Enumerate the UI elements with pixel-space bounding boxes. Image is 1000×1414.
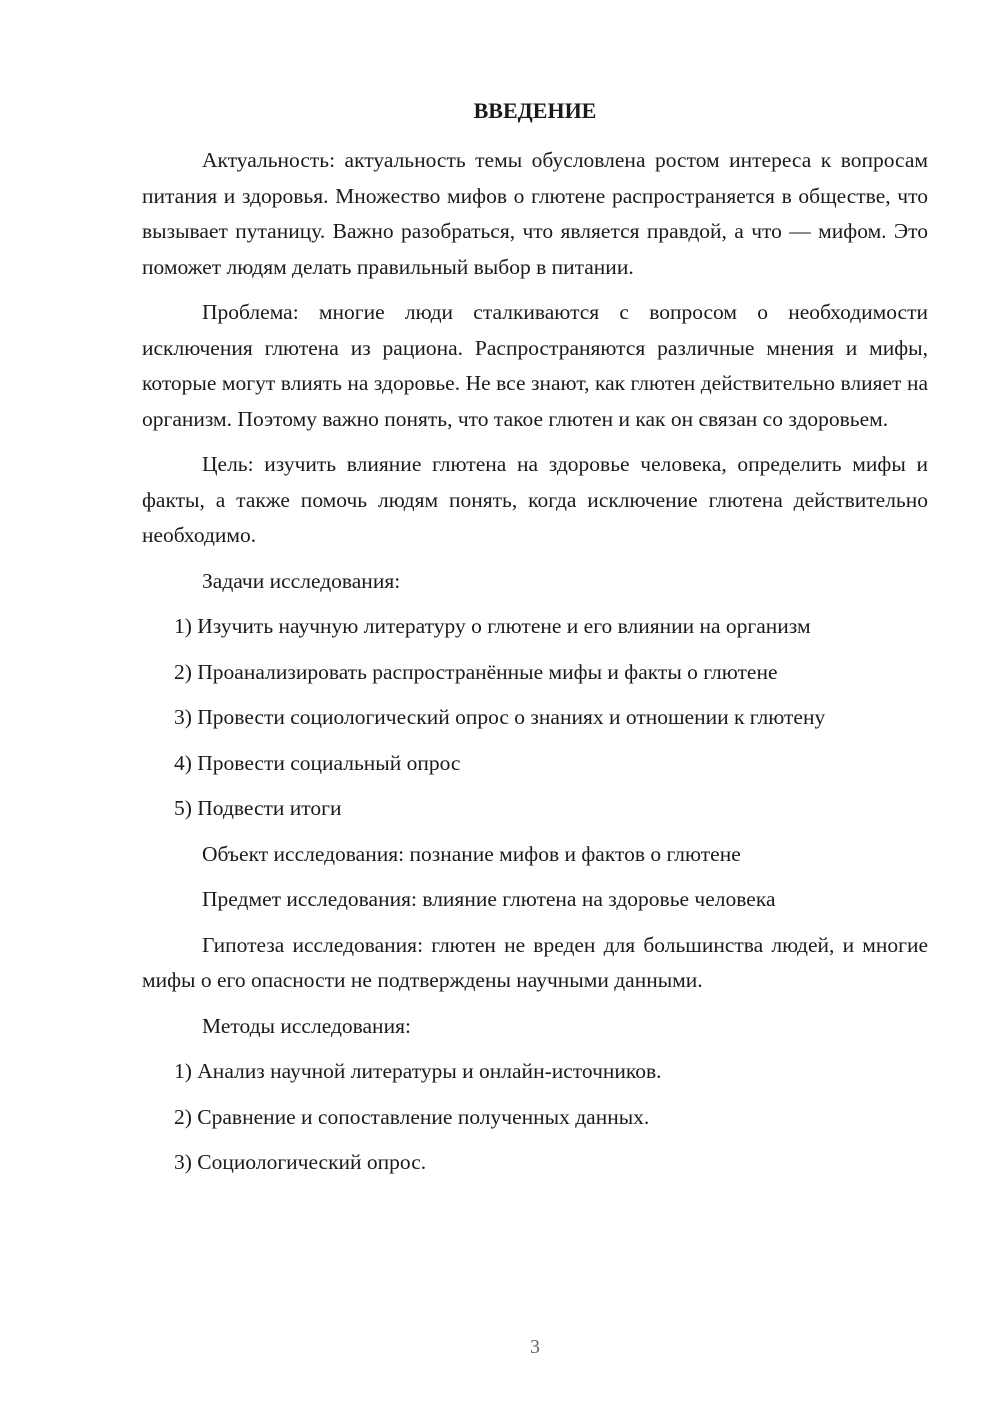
paragraph-relevance: Актуальность: актуальность темы обусловлена ростом интереса к вопросам питания и здоровья. Множество мифов о глютене распространяется в обществе, что вызывает путаницу. Важно разобраться, что является правдой, а что — мифом. Это поможет людям делать правильный выбор в питании.: [142, 148, 928, 279]
method-item: 3) Социологический опрос.: [174, 1150, 427, 1174]
section-body: [142, 143, 928, 1191]
paragraph-problem: Проблема: многие люди сталкиваются с вопросом о необходимости исключения глютена из рациона. Распространяются различные мнения и мифы, которые могут влиять на здоровье. Не все знают, как глютен действительно влияет на организм. Поэтому важно понять, что такое глютен и как он связан со здоровьем.: [142, 300, 928, 431]
research-object: Объект исследования: познание мифов и фактов о глютене: [202, 841, 741, 866]
research-hypothesis: Гипотеза исследования: глютен не вреден для большинства людей, и многие мифы о его опасности не подтверждены научными данными.: [142, 932, 928, 992]
tasks-heading: Задачи исследования:: [202, 568, 401, 593]
task-item: 2) Проанализировать распространённые мифы и факты о глютене: [174, 659, 778, 684]
task-item: 4) Провести социальный опрос: [174, 750, 461, 775]
research-subject: Предмет исследования: влияние глютена на здоровье человека: [202, 887, 776, 911]
task-item: 1) Изучить научную литературу о глютене и его влиянии на организм: [174, 614, 811, 638]
section-title: ВВЕДЕНИЕ: [473, 98, 597, 123]
task-item: 5) Подвести итоги: [174, 796, 342, 820]
methods-heading: Методы исследования:: [202, 1013, 411, 1038]
task-item: 3) Провести социологический опрос о знаниях и отношении к глютену: [174, 705, 826, 729]
method-item: 1) Анализ научной литературы и онлайн-источников.: [174, 1059, 662, 1083]
method-item: 2) Сравнение и сопоставление полученных данных.: [174, 1104, 650, 1129]
page-number: 3: [530, 1336, 540, 1358]
paragraph-goal: Цель: изучить влияние глютена на здоровье человека, определить мифы и факты, а также помочь людям понять, когда исключение глютена действительно необходимо.: [142, 452, 928, 547]
